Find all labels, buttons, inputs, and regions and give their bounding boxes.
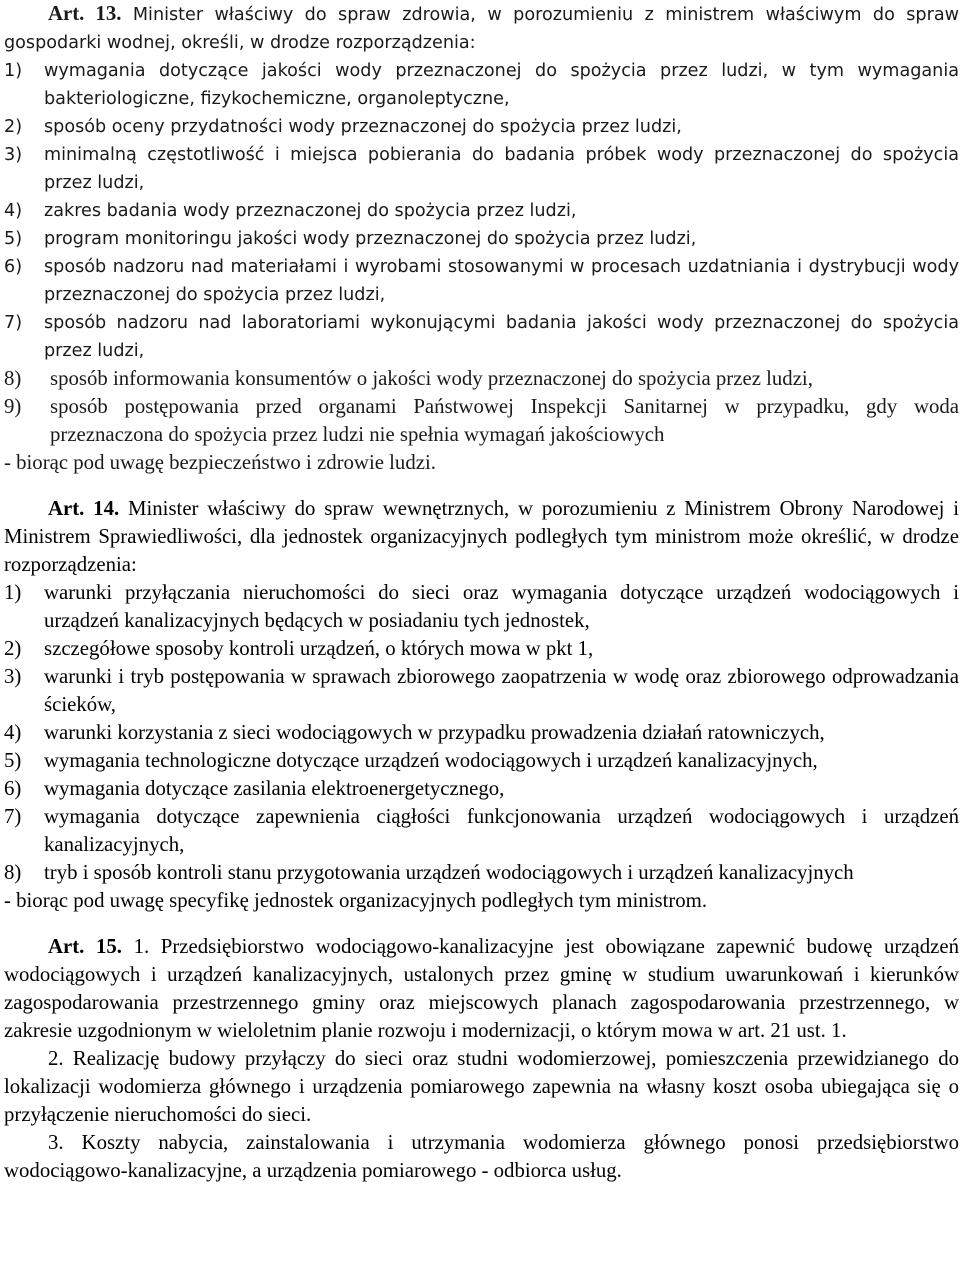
list-item-number: 1) <box>4 61 23 81</box>
article-14-intro <box>4 495 959 579</box>
list-item <box>4 747 959 775</box>
paragraph-text: Realizację budowy przyłączy do sieci oraz studni wodomierzowej, pomieszczenia przewidzianego do lokalizacji wodomierza głównego i urządzenia pomiarowego zapewnia na własny koszt osoba ubiegająca się o przyłączenie nieruchomości do sieci. <box>4 1047 959 1126</box>
list-item <box>4 635 959 663</box>
list-item-number: 5) <box>4 749 22 772</box>
list-item-text: wymagania technologiczne dotyczące urządzeń wodociągowych i urządzeń kanalizacyjnych, <box>44 749 818 772</box>
list-item-number: 3) <box>4 145 23 165</box>
article-13-heading: Art. 13. <box>48 2 122 25</box>
list-item-text: warunki i tryb postępowania w sprawach zbiorowego zaopatrzenia w wodę oraz zbiorowego odprowadzania ścieków, <box>44 665 959 716</box>
list-item-number: 7) <box>4 313 23 333</box>
article-13-intro <box>4 0 959 57</box>
list-item-text: sposób postępowania przed organami Państwowej Inspekcji Sanitarnej w przypadku, gdy woda przeznaczona do spożycia przez ludzi nie spełnia wymagań jakościowych <box>50 395 959 446</box>
list-item <box>4 197 959 225</box>
article-15-paragraph-2 <box>4 1045 959 1129</box>
list-item-text: sposób oceny przydatności wody przeznaczonej do spożycia przez ludzi, <box>44 117 682 137</box>
list-item-number: 5) <box>4 229 23 249</box>
article-14-intro-text: Minister właściwy do spraw wewnętrznych, w porozumieniu z Ministrem Obrony Narodowej i Ministrem Sprawiedliwości, dla jednostek organizacyjnych podległych tym ministrom może określić, w drodze rozporządzenia: <box>4 497 959 576</box>
list-item-text: sposób nadzoru nad materiałami i wyrobami stosowanymi w procesach uzdatniania i dystrybucji wody przeznaczonej do spożycia przez ludzi, <box>44 257 959 305</box>
list-item-number: 8) <box>4 367 22 390</box>
list-item <box>4 393 959 449</box>
list-item-text: zakres badania wody przeznaczonej do spożycia przez ludzi, <box>44 201 577 221</box>
list-item-text: sposób informowania konsumentów o jakości wody przeznaczonej do spożycia przez ludzi, <box>50 367 813 390</box>
list-item <box>4 141 959 197</box>
paragraph-text: Koszty nabycia, zainstalowania i utrzymania wodomierza głównego ponosi przedsiębiorstwo wodociągowo-kanalizacyjne, a urządzenia pomiarowego - odbiorca usług. <box>4 1131 959 1182</box>
list-item-text: wymagania dotyczące zapewnienia ciągłości funkcjonowania urządzeń wodociągowych i urządzeń kanalizacyjnych, <box>44 805 959 856</box>
article-13 <box>4 0 959 477</box>
list-item <box>4 309 959 365</box>
list-item-text: warunki korzystania z sieci wodociągowych w przypadku prowadzenia działań ratowniczych, <box>44 721 825 744</box>
paragraph-number: 2. <box>48 1047 64 1070</box>
paragraph-number: 1. <box>133 935 150 958</box>
list-item <box>4 365 959 393</box>
article-15 <box>4 933 959 1185</box>
list-item <box>4 775 959 803</box>
list-item <box>4 253 959 309</box>
list-item-number: 2) <box>4 637 22 660</box>
list-item-text: szczegółowe sposoby kontroli urządzeń, o których mowa w pkt 1, <box>44 637 594 660</box>
list-item-text: warunki przyłączania nieruchomości do sieci oraz wymagania dotyczące urządzeń wodociągowych i urządzeń kanalizacyjnych będących w posiadaniu tych jednostek, <box>44 581 959 632</box>
list-item-text: wymagania dotyczące zasilania elektroenergetycznego, <box>44 777 505 800</box>
article-15-paragraph-1 <box>4 933 959 1045</box>
article-14-list <box>4 579 959 887</box>
list-item-text: minimalną częstotliwość i miejsca pobierania do badania próbek wody przeznaczonej do spożycia przez ludzi, <box>44 145 959 193</box>
article-14-heading: Art. 14. <box>48 497 120 520</box>
spacer <box>4 477 959 495</box>
paragraph-number: 3. <box>48 1131 64 1154</box>
list-item <box>4 803 959 859</box>
article-15-heading: Art. 15. <box>48 935 122 958</box>
spacer <box>4 915 959 933</box>
list-item-text: wymagania dotyczące jakości wody przeznaczonej do spożycia przez ludzi, w tym wymagania bakteriologiczne, fizykochemiczne, organoleptyczne, <box>44 61 959 109</box>
list-item <box>4 113 959 141</box>
list-item-number: 4) <box>4 201 23 221</box>
list-item-text: tryb i sposób kontroli stanu przygotowania urządzeń wodociągowych i urządzeń kanalizacyjnych <box>44 861 854 884</box>
list-item <box>4 663 959 719</box>
list-item-number: 7) <box>4 805 22 828</box>
list-item <box>4 859 959 887</box>
article-13-list-serif <box>4 365 959 449</box>
list-item-number: 6) <box>4 777 22 800</box>
list-item-number: 9) <box>4 395 22 418</box>
list-item-number: 3) <box>4 665 22 688</box>
list-item-number: 8) <box>4 861 22 884</box>
list-item <box>4 225 959 253</box>
article-13-list <box>4 57 959 365</box>
article-13-closing: - biorąc pod uwagę bezpieczeństwo i zdrowie ludzi. <box>4 451 436 474</box>
article-13-intro-text: Minister właściwy do spraw zdrowia, w porozumieniu z ministrem właściwym do spraw gospodarki wodnej, określi, w drodze rozporządzenia: <box>4 5 960 53</box>
paragraph-text: Przedsiębiorstwo wodociągowo-kanalizacyjne jest obowiązane zapewnić budowę urządzeń wodociągowych i urządzeń kanalizacyjnych, ustalonych przez gminę w studium uwarunkowań i kierunków zagospodarowania przestrzennego gminy oraz miejscowych planach zagospodarowania przestrzennego, w zakresie uzgodnionym w wieloletnim planie rozwoju i modernizacji, o którym mowa w art. 21 ust. 1. <box>4 935 960 1042</box>
list-item <box>4 719 959 747</box>
list-item <box>4 57 959 113</box>
list-item-number: 6) <box>4 257 23 277</box>
list-item-number: 4) <box>4 721 22 744</box>
article-14-closing: - biorąc pod uwagę specyfikę jednostek organizacyjnych podległych tym ministrom. <box>4 889 708 912</box>
list-item-number: 2) <box>4 117 23 137</box>
list-item-text: sposób nadzoru nad laboratoriami wykonującymi badania jakości wody przeznaczonej do spożycia przez ludzi, <box>44 313 959 361</box>
list-item-text: program monitoringu jakości wody przeznaczonej do spożycia przez ludzi, <box>44 229 697 249</box>
article-14 <box>4 495 959 915</box>
list-item <box>4 579 959 635</box>
list-item-number: 1) <box>4 581 22 604</box>
article-15-paragraph-3 <box>4 1129 959 1185</box>
